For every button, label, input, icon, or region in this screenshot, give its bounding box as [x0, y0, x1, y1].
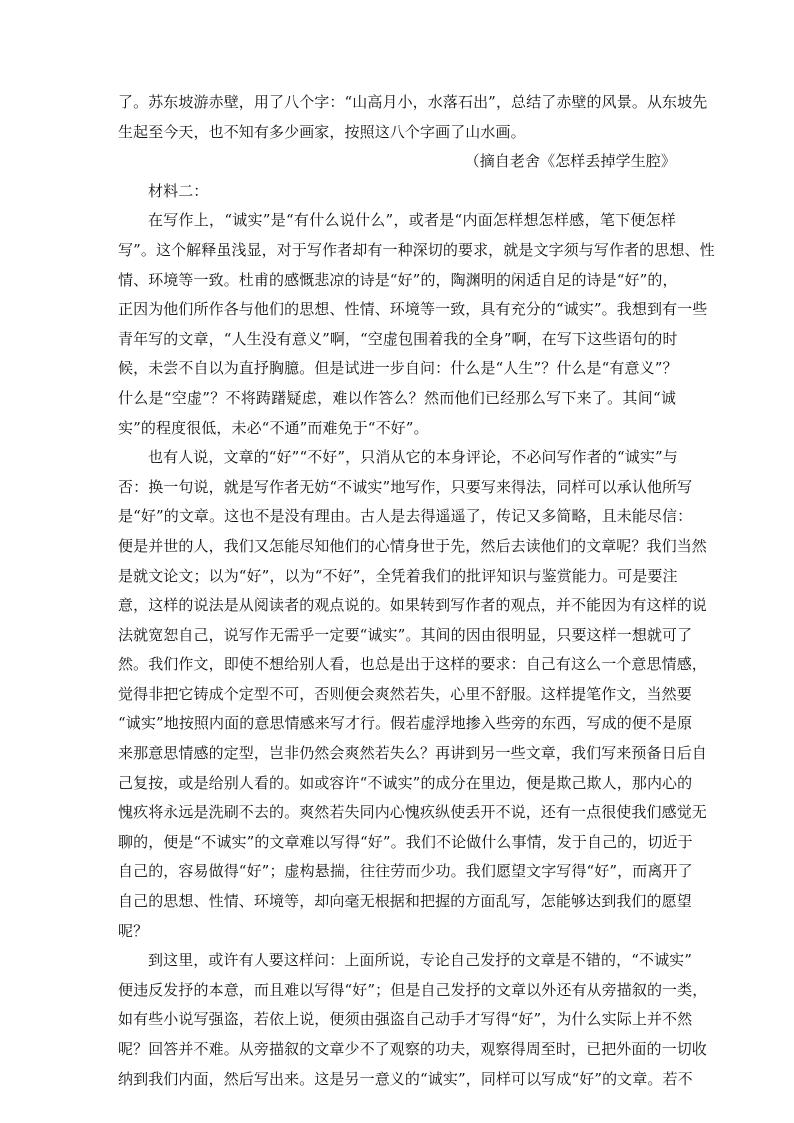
text-line: 如有些小说写强盗，若依上说，便须由强盗自己动手才写得“好”，为什么实际上并不然 [118, 1010, 693, 1029]
text-line: 情、环境等一致。杜甫的感慨悲凉的诗是“好”的，陶渊明的闲适自足的诗是“好”的， [118, 270, 678, 289]
text-line: “诚实”地按照内面的意思情感来写才行。假若虚浮地掺入些旁的东西，写成的便不是原 [118, 714, 693, 733]
text-line: 然。我们作文，即使不想给别人看，也总是出于这样的要求：自己有这么一个意思情感， [118, 655, 707, 674]
text-line: 来那意思情感的定型，岂非仍然会爽然若失么？再讲到另一些文章，我们写来预备日后自 [118, 744, 707, 763]
text-line: 候，未尝不自以为直抒胸臆。但是试进一步自问：什么是“人生”？什么是“有意义”？ [118, 359, 678, 378]
text-line: 觉得非把它铸成个定型不可，否则便会爽然若失，心里不舒服。这样提笔作文，当然要 [118, 684, 692, 703]
text-line: 写”。这个解释虽浅显，对于写作者却有一种深切的要求，就是文字须与写作者的思想、性 [118, 240, 715, 259]
text-line: 否：换一句说，就是写作者无妨“不诚实”地写作，只要写来得法，同样可以承认他所写 [118, 477, 693, 496]
text-line: 什么是“空虚”？不将踌躇疑虑，难以作答么？然而他们已经那么写下来了。其间“诚 [118, 388, 676, 407]
text-line: 是就文论文；以为“好”，以为“不好”，全凭着我们的批评知识与鉴赏能力。可是要注 [118, 566, 678, 585]
text-line: 愧疚将永远是洗刷不去的。爽然若失同内心愧疚纵使丢开不说，还有一点很使我们感觉无 [118, 803, 707, 822]
text-line: 法就宽恕自己，说写作无需乎一定要“诚实”。其间的因由很明显，只要这样一想就可了 [118, 625, 693, 644]
text-line: 便是并世的人，我们又怎能尽知他们的心情身世于先，然后去读他们的文章呢？我们当然 [118, 536, 707, 555]
text-line: 了。苏东坡游赤壁，用了八个字：“山高月小，水落石出”，总结了赤壁的风景。从东坡先 [118, 93, 708, 111]
paragraph-first-line: 到这里，或许有人要这样问：上面所说，专论自己发抒的文章是不错的，“不诚实” [148, 951, 693, 970]
text-line: 己复按，或是给别人看的。如或容许“不诚实”的成分在里边，便是欺己欺人，那内心的 [118, 773, 693, 792]
text-line: 是“好”的文章。这也不是没有理由。古人是去得遥遥了，传记又多简略，且未能尽信： [118, 507, 693, 526]
text-line: 聊的，便是“不诚实”的文章难以写得“好”。我们不论做什么事情，发于自己的，切近于 [118, 832, 693, 851]
text-line: 呢？ [118, 921, 149, 940]
source-citation: （摘自老舍《怎样丢掉学生腔》 [464, 152, 676, 171]
text-line: 纳到我们内面，然后写出来。这是另一意义的“诚实”，同样可以写成“好”的文章。若不 [118, 1069, 693, 1088]
text-line: 自己的思想、性情、环境等，却向毫无根据和把握的方面乱写，怎能够达到我们的愿望 [118, 892, 692, 911]
text-line: 实”的程度很低，未必“不通”而难免于“不好”。 [118, 418, 429, 437]
paragraph-first-line: 也有人说，文章的“好”“不好”，只消从它的本身评论，不必问写作者的“诚实”与 [148, 448, 678, 467]
paragraph-first-line: 在写作上，“诚实”是“有什么说什么”，或者是“内面怎样想怎样感，笔下便怎样 [148, 211, 676, 230]
text-line: 便违反发抒的本意，而且难以写得“好”；但是自己发抒的文章以外还有从旁描叙的一类， [118, 980, 708, 999]
text-line: 意，这样的说法是从阅读者的观点说的。如果转到写作者的观点，并不能因为有这样的说 [118, 596, 707, 615]
text-line: 自己的，容易做得“好”；虚构悬揣，往往劳而少功。我们愿望文字写得“好”，而离开了 [118, 862, 693, 881]
text-line: 青年写的文章，“人生没有意义”啊，“空虚包围着我的全身”啊，在写下这些语句的时 [118, 329, 678, 348]
document-body [118, 88, 715, 1094]
section-heading: 材料二： [148, 181, 209, 200]
text-line: 生起至今天，也不知有多少画家，按照这八个字画了山水画。 [118, 122, 526, 141]
text-line: 正因为他们所作各与他们的思想、性情、环境等一致，具有充分的“诚实”。我想到有一些 [118, 300, 708, 319]
text-line: 呢？回答并不难。从旁描叙的文章少不了观察的功夫，观察得周至时，已把外面的一切收 [118, 1040, 707, 1058]
